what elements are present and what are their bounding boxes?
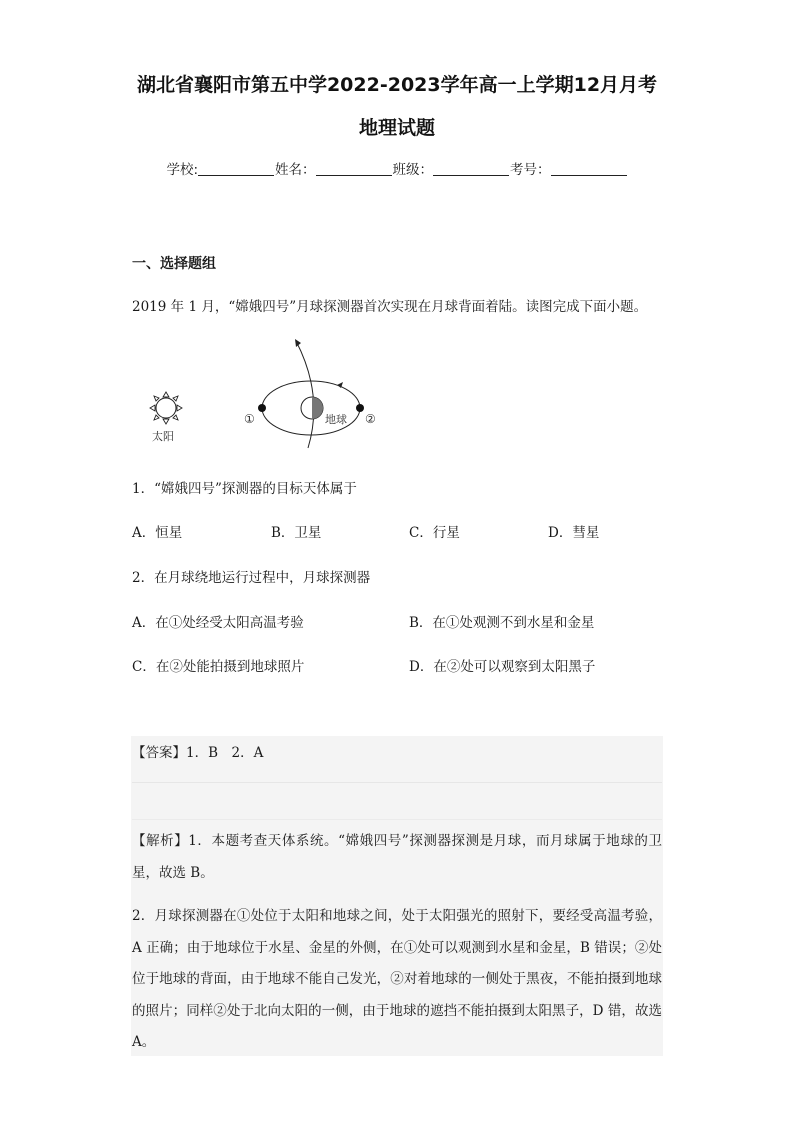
student-info-row: [0, 158, 794, 178]
question-2-option-c[interactable]: C．在②处能拍摄到地球照片: [132, 659, 305, 675]
question-1-option-c[interactable]: C．行星: [409, 525, 460, 541]
question-2-option-b[interactable]: B．在①处观测不到水星和金星: [409, 615, 595, 631]
question-1-option-b[interactable]: B．卫星: [271, 525, 322, 541]
answer-line: 【答案】1．B 2．A: [132, 745, 264, 761]
school-blank[interactable]: [198, 161, 274, 176]
sun-icon: [150, 392, 182, 424]
question-2-option-d[interactable]: D．在②处可以观察到太阳黑子: [409, 659, 596, 675]
analysis-2: 2．月球探测器在①处位于太阳和地球之间，处于太阳强光的照射下，要经受高温考验，A 正确；由于地球位于水星、金星的外侧，在①处可以观测到水星和金星，B 错误；②处位于地球的背面，由于地球不能自己发光，②对着地球的一侧处于黑夜，不能拍摄到地球的照片；同样②处于北向太阳的一侧，由于地球的遮挡不能拍摄到太阳黑子，D 错，故选 A。: [132, 908, 662, 1050]
earth-icon: [301, 397, 323, 419]
question-2-stem: 2．在月球绕地运行过程中，月球探测器: [132, 570, 371, 586]
exam-title-line2: 地理试题: [358, 117, 435, 139]
question-intro: 2019 年 1 月，“嫦娥四号”月球探测器首次实现在月球背面着陆。读图完成下面小题。: [132, 299, 648, 315]
analysis-1: 【解析】1．本题考查天体系统。“嫦娥四号”探测器探测是月球，而月球属于地球的卫星，故选 B。: [132, 833, 662, 881]
name-blank[interactable]: [316, 161, 392, 176]
class-label: 班级：: [392, 162, 434, 178]
section-title: 一、选择题组: [132, 256, 216, 272]
earth-label: 地球: [325, 413, 347, 426]
number-label: 考号：: [510, 162, 551, 178]
question-2-option-a[interactable]: A．在①处经受太阳高温考验: [132, 615, 304, 631]
answer-divider: [132, 782, 662, 783]
class-blank[interactable]: [433, 161, 509, 176]
answer-divider-2: [132, 819, 662, 820]
moon-position-1: [258, 404, 266, 412]
school-label: 学校:: [166, 162, 199, 178]
name-label: 姓名：: [275, 162, 316, 178]
exam-title-line1: 湖北省襄阳市第五中学2022-2023学年高一上学期12月月考: [136, 74, 658, 96]
earth-orbit-arc: [296, 341, 314, 448]
position-2-label: ②: [365, 412, 376, 426]
moon-position-2: [356, 404, 364, 412]
position-1-label: ①: [244, 412, 255, 426]
question-1-option-d[interactable]: D．彗星: [548, 525, 600, 541]
sun-earth-moon-diagram: [138, 335, 388, 451]
sun-label: 太阳: [152, 430, 174, 443]
number-blank[interactable]: [551, 161, 627, 176]
question-1-option-a[interactable]: A．恒星: [132, 525, 183, 541]
question-1-stem: 1．“嫦娥四号”探测器的目标天体属于: [132, 481, 357, 497]
